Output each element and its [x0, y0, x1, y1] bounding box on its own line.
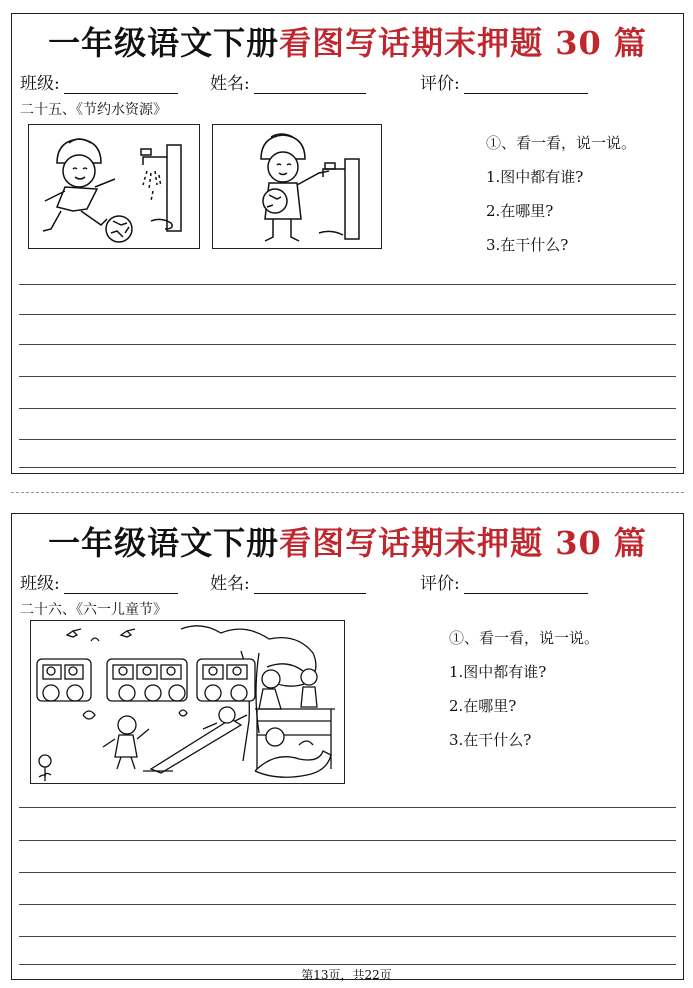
writing-line[interactable]: [19, 344, 676, 345]
evaluation-field[interactable]: 评价:: [420, 569, 588, 594]
worksheet-title: 一年级语文下册看图写话期末押题 30 篇: [48, 24, 647, 62]
name-field[interactable]: 姓名:: [210, 69, 366, 94]
writing-line[interactable]: [19, 807, 676, 808]
writing-line[interactable]: [19, 376, 676, 377]
writing-line[interactable]: [19, 284, 676, 285]
topic-heading: 二十五、《节约水资源》: [20, 102, 167, 118]
writing-line[interactable]: [19, 964, 676, 965]
class-field[interactable]: 班级:: [20, 569, 178, 594]
prompt-what: 3.在干什么?: [486, 236, 569, 254]
guiding-questions: [486, 132, 636, 268]
prompt-where: 2.在哪里?: [449, 697, 517, 715]
boy-playing-illustration: [29, 125, 199, 248]
guiding-questions: [449, 627, 599, 763]
picture-boy-closing-tap: [212, 124, 382, 249]
writing-line[interactable]: [19, 872, 676, 873]
writing-line[interactable]: [19, 408, 676, 409]
topic-heading: 二十六、《六一儿童节》: [20, 602, 167, 618]
boy-closing-tap-illustration: [213, 125, 381, 248]
worksheet-25: [11, 13, 684, 474]
page-number: 第13页，共22页: [301, 968, 392, 982]
prompt-look-and-say: ①、看一看，说一说。: [486, 134, 637, 152]
playground-illustration: [31, 621, 344, 783]
picture-childrens-day: [30, 620, 345, 784]
writing-line[interactable]: [19, 840, 676, 841]
worksheet-26: [11, 513, 684, 980]
writing-line[interactable]: [19, 314, 676, 315]
prompt-who: 1.图中都有谁?: [449, 663, 547, 681]
cut-line-divider: [11, 492, 684, 493]
prompt-look-and-say: ①、看一看，说一说。: [449, 629, 600, 647]
writing-line[interactable]: [19, 904, 676, 905]
prompt-where: 2.在哪里?: [486, 202, 554, 220]
evaluation-field[interactable]: 评价:: [420, 69, 588, 94]
worksheet-title: 一年级语文下册看图写话期末押题 30 篇: [48, 524, 647, 562]
writing-line[interactable]: [19, 936, 676, 937]
writing-line[interactable]: [19, 467, 676, 468]
class-field[interactable]: 班级:: [20, 69, 178, 94]
prompt-what: 3.在干什么?: [449, 731, 532, 749]
student-info-fields: [20, 69, 675, 93]
name-field[interactable]: 姓名:: [210, 569, 366, 594]
student-info-fields: [20, 569, 675, 593]
writing-line[interactable]: [19, 439, 676, 440]
picture-boy-playing-ball: [28, 124, 200, 249]
prompt-who: 1.图中都有谁?: [486, 168, 584, 186]
